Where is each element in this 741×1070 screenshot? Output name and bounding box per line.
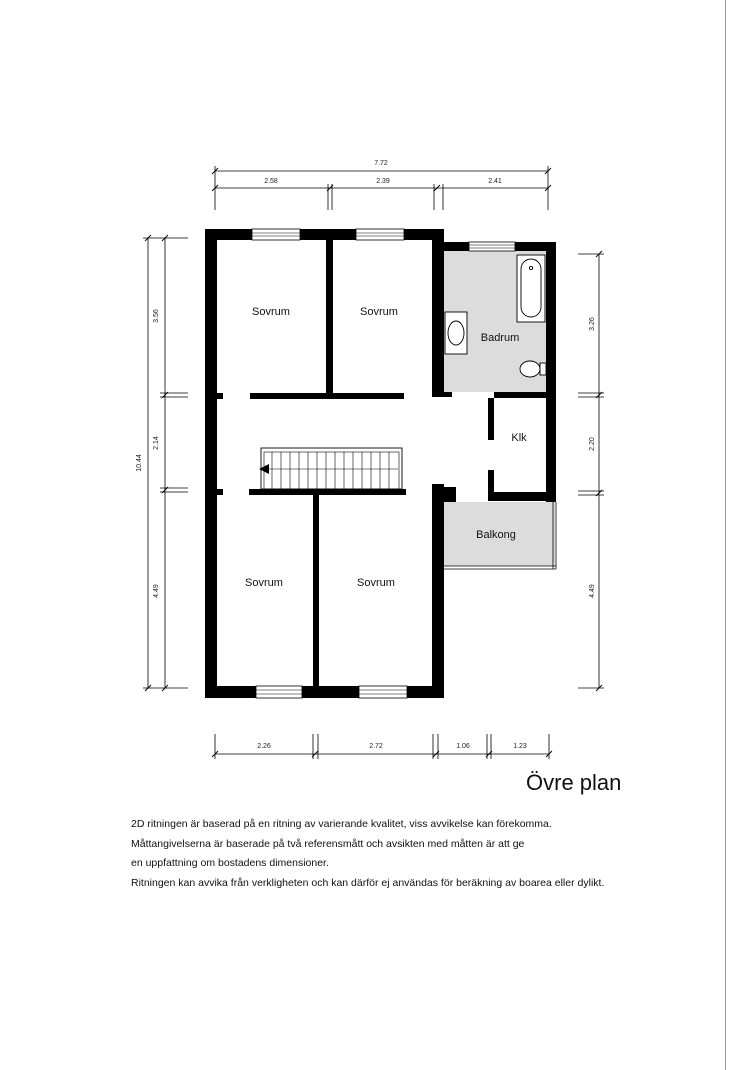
dim-left-segment-2: 2.14 xyxy=(153,436,160,450)
room-label-balkong: Balkong xyxy=(476,529,516,541)
note-line: Måttangivelserna är baserade på två referensmått och avsikten med måtten är att ge xyxy=(131,837,525,850)
note-line: Ritningen kan avvika från verkligheten och kan därför ej användas för beräkning av boarea eller dylikt. xyxy=(131,876,605,889)
room-label-badrum: Badrum xyxy=(480,332,520,344)
staircase xyxy=(259,448,402,489)
note-line: 2D ritningen är baserad på en ritning av varierande kvalitet, viss avvikelse kan förekomma. xyxy=(131,818,552,830)
dim-top-segment-2: 2.39 xyxy=(376,178,390,185)
dim-bottom-segment-4: 1.23 xyxy=(513,743,527,750)
sink-icon xyxy=(448,321,464,345)
dim-bottom-segment-1: 2.26 xyxy=(257,743,271,750)
room-label-sovrum-top-left: Sovrum xyxy=(252,306,290,318)
note-line: en uppfattning om bostadens dimensioner. xyxy=(131,857,329,870)
plan-title: Övre plan xyxy=(526,770,622,795)
dim-top-segment-3: 2.41 xyxy=(488,178,502,185)
dim-right-segment-2: 2.20 xyxy=(589,437,596,451)
dim-bottom-segment-2: 2.72 xyxy=(369,743,383,750)
room-label-sovrum-bottom-mid: Sovrum xyxy=(357,577,395,589)
dim-left-segment-1: 3.56 xyxy=(153,309,160,323)
disclaimer-notes xyxy=(131,815,604,893)
dim-left-segment-3: 4.49 xyxy=(153,584,160,598)
dim-bottom-segment-3: 1.06 xyxy=(456,743,470,750)
toilet-icon xyxy=(520,361,540,377)
dim-right-segment-1: 3.26 xyxy=(589,317,596,331)
dim-top-segment-1: 2.58 xyxy=(264,178,278,185)
dim-left-total: 10.44 xyxy=(136,454,143,472)
room-label-sovrum-top-mid: Sovrum xyxy=(360,306,398,318)
dim-top-total: 7.72 xyxy=(374,160,388,167)
toilet-tank-icon xyxy=(540,363,546,375)
room-label-klk: Klk xyxy=(511,432,527,444)
dim-right-segment-3: 4.49 xyxy=(589,584,596,598)
room-label-sovrum-bottom-left: Sovrum xyxy=(245,577,283,589)
